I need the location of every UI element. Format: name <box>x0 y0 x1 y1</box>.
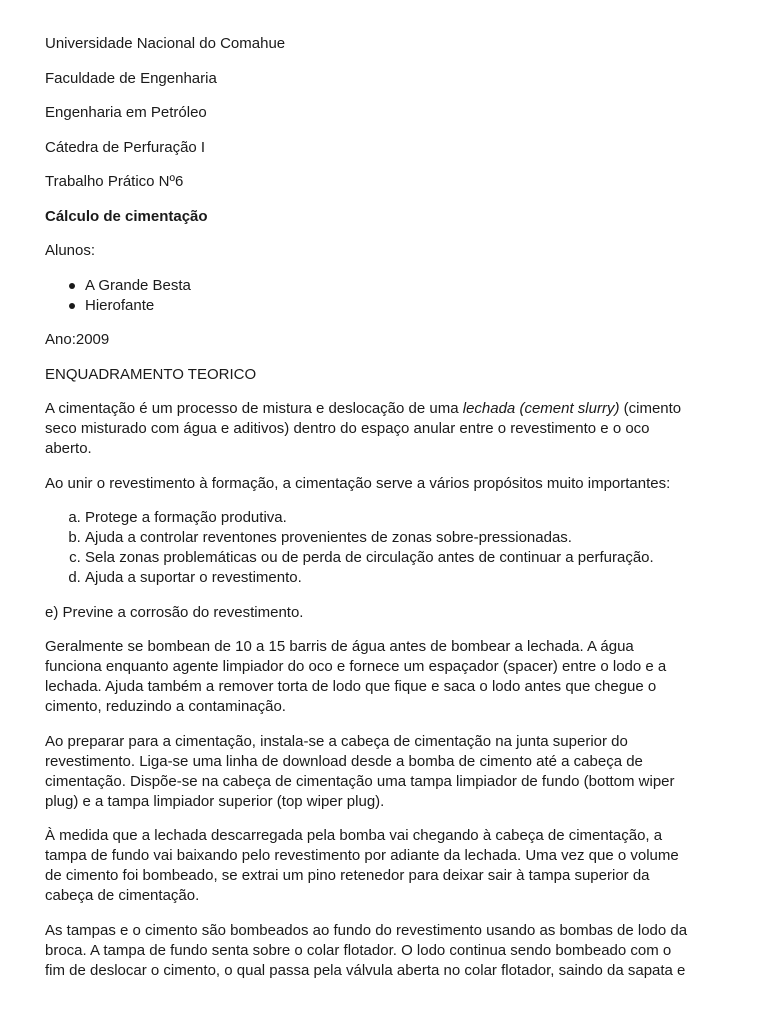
course-name: Engenharia em Petróleo <box>45 104 207 121</box>
list-item: a. Protege a formação produtiva. <box>85 508 725 528</box>
paragraph-preparation: Ao preparar para a cimentação, instala-se a cabeça de cimentação na junta superior do revestimento. Liga-se uma linha de download desde a bomba de cimento até a cabeça de cimentação. Dispõe-se na cabeça de cimentação uma tampa limpiador de fundo (bottom wiper plug) e a tampa limpiador superior (top wiper plug). <box>45 732 675 810</box>
paragraph-corrosion: e) Previne a corrosão do revestimento. <box>45 603 304 621</box>
document-page <box>45 34 725 995</box>
assignment-label: Trabalho Prático Nº6 <box>45 173 184 190</box>
purposes-list <box>45 508 725 588</box>
paragraph-intro: A cimentação é um processo de mistura e deslocação de uma lechada (cement slurry) (cimento seco misturado com água e aditivos) dentro do espaço anular entre o revestimento e o oco aberto. <box>45 400 682 457</box>
document-title: Cálculo de cimentação <box>45 207 208 225</box>
list-item: A Grande Besta <box>85 276 725 296</box>
list-item: d. Ajuda a suportar o revestimento. <box>85 568 725 588</box>
students-label: Alunos: <box>45 242 96 259</box>
list-item: c. Sela zonas problemáticas ou de perda de circulação antes de continuar a perfuração. <box>85 548 725 568</box>
lechada-term: lechada (cement slurry) <box>462 400 620 417</box>
university-name: Universidade Nacional do Comahue <box>45 35 286 52</box>
year-label: Ano:2009 <box>45 331 110 348</box>
paragraph-pumping: À medida que a lechada descarregada pela bomba vai chegando à cabeça de cimentação, a tampa de fundo vai baixando pelo revestimento por adiante da lechada. Uma vez que o volume de cimento foi bombeado, se extrai um pino retenedor para deixar sair à tampa superior da cabeça de cimentação. <box>45 827 679 904</box>
list-item: b. Ajuda a controlar reventones provenientes de zonas sobre-pressionadas. <box>85 528 725 548</box>
faculty-name: Faculdade de Engenharia <box>45 69 217 87</box>
paragraph-plugs: As tampas e o cimento são bombeados ao fundo do revestimento usando as bombas de lodo da broca. A tampa de fundo senta sobre o colar flotador. O lodo continua sendo bombeado com o fim de deslocar o cimento, o qual passa pela válvula aberta no colar flotador, saindo da sapata e <box>45 921 688 979</box>
paragraph-water: Geralmente se bombean de 10 a 15 barris de água antes de bombear a lechada. A água funciona enquanto agente limpiador do oco e fornece um espaçador (spacer) entre o lodo e a lechada. Ajuda também a remover torta de lodo que fique e saca o lodo antes que chegue o cimento, reduzindo a contaminação. <box>45 638 667 715</box>
paragraph-purposes-intro: Ao unir o revestimento à formação, a cimentação serve a vários propósitos muito importantes: <box>45 474 671 492</box>
section-heading: ENQUADRAMENTO TEORICO <box>45 365 257 383</box>
chair-name: Cátedra de Perfuração I <box>45 138 206 156</box>
list-item: Hierofante <box>85 296 725 316</box>
students-list <box>45 276 725 316</box>
